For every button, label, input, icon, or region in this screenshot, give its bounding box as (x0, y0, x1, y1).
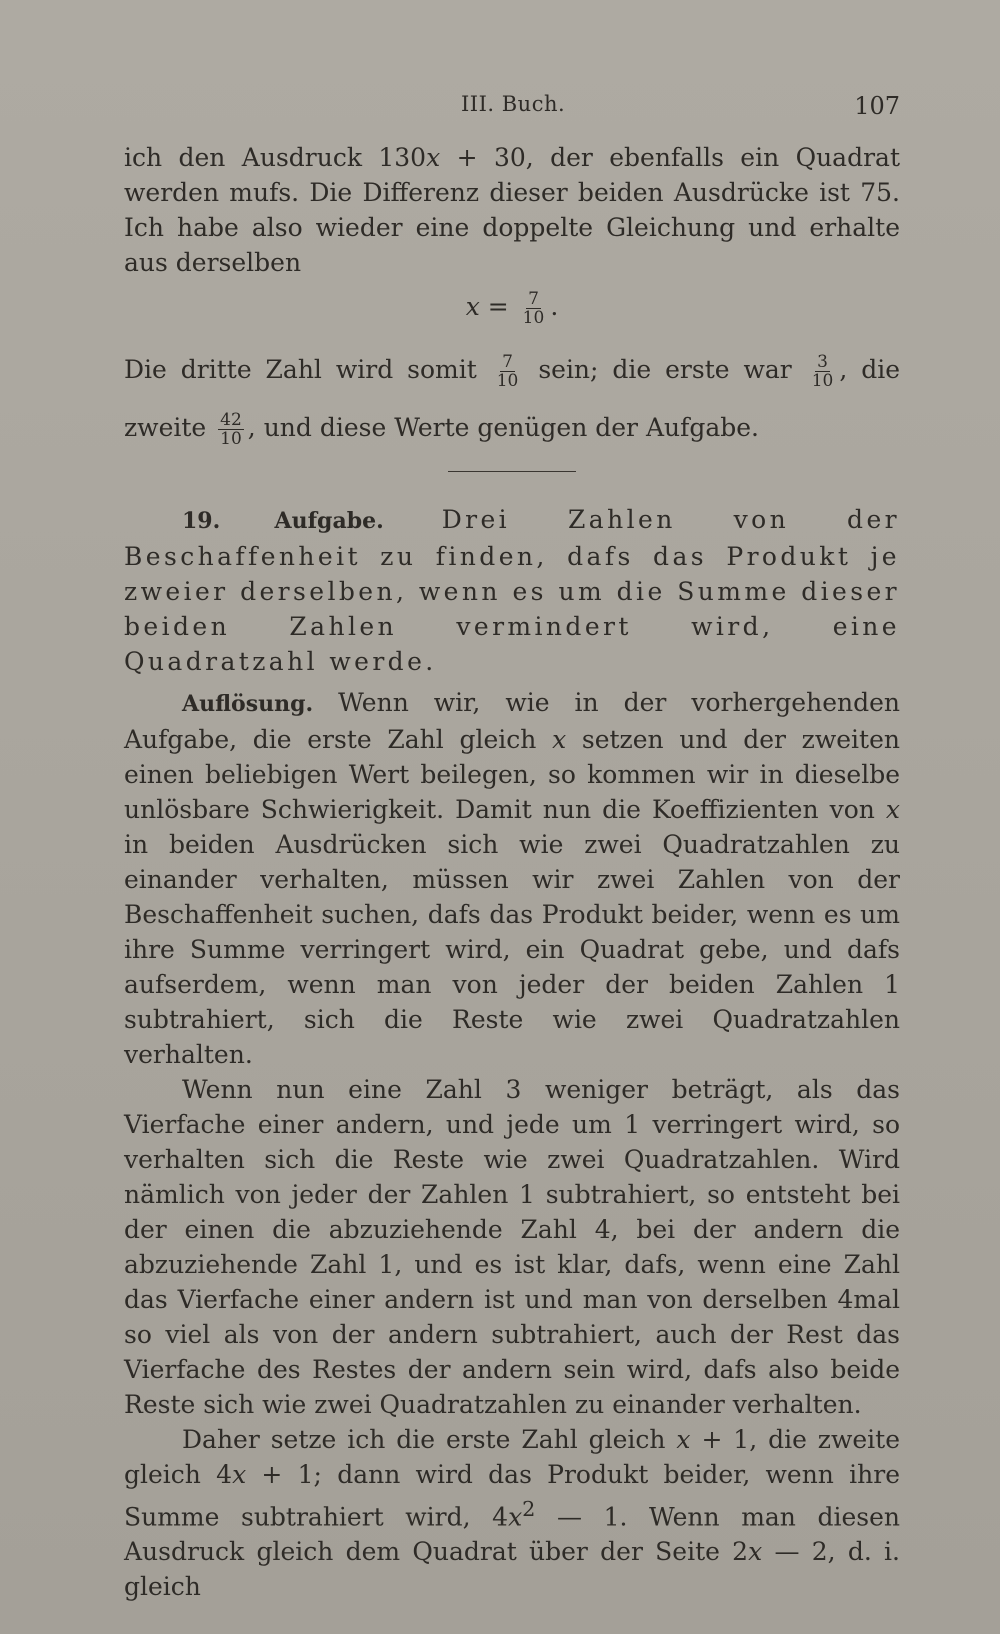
fraction: $\frac{3}{10}$ (811, 352, 834, 391)
fraction: $\frac{7}{10}$ (522, 289, 545, 328)
solution-label: Auflösung. (182, 691, 314, 717)
problem-statement: 19. Aufgabe. Drei Zahlen von der Beschaffenheit zu finden, dafs das Produkt je zweier derselben, wenn es um die Summe dieser beiden Zahlen vermindert wird, eine Quadratzahl werde. (124, 505, 901, 676)
page-header (124, 92, 900, 132)
equation-x: x = $\frac{7}{10}$ . (465, 289, 559, 328)
page-number: 107 (854, 92, 900, 120)
running-head: III. Buch. (461, 92, 566, 116)
problem-label: 19. Aufgabe. (182, 508, 384, 534)
paragraph-results: Die dritte Zahl wird somit $\frac{7}{10}$ sein; die erste war $\frac{3}{10}$ , die zweite $\frac{42}{10}$ , und diese Werte genügen der Aufgabe. (124, 352, 901, 449)
fraction: $\frac{42}{10}$ (220, 410, 242, 449)
section-divider (448, 471, 576, 472)
solution-paragraph: Auflösung. Wenn wir, wie in der vorhergehenden Aufgabe, die erste Zahl gleich x setzen und der zweiten einen beliebigen Wert beilegen, so kommen wir in dieselbe unlösbare Schwierigkeit. Damit nun die Koeffizienten von x in beiden Ausdrücken sich wie zwei Quadratzahlen zu einander verhalten, müssen wir zwei Zahlen von der Beschaffenheit suchen, dafs das Produkt beider, wenn es um ihre Summe verringert wird, ein Quadrat gebe, und dafs aufserdem, wenn man von jeder der beiden Zahlen 1 subtrahiert, sich die Reste wie zwei Quadratzahlen verhalten. (124, 688, 900, 1069)
paragraph-reasoning: Wenn nun eine Zahl 3 weniger beträgt, als das Vierfache einer andern, und jede um 1 verringert wird, so verhalten sich die Reste wie zwei Quadratzahlen. Wird nämlich von jeder der Zahlen 1 subtrahiert, so entsteht bei der einen die abzuziehende Zahl 4, bei der andern die abzuziehende Zahl 1, und es ist klar, dafs, wenn eine Zahl das Vierfache einer andern ist und man von derselben 4mal so viel als von der andern subtrahiert, auch der Rest das Vierfache des Restes der andern sein wird, dafs also beide Reste sich wie zwei Quadratzahlen zu einander verhalten. (124, 1075, 900, 1419)
paragraph-setup: Daher setze ich die erste Zahl gleich x + 1, die zweite gleich 4x + 1; dann wird das Produkt beider, wenn ihre Summe subtrahiert wird, $4x^2$ — 1. Wenn man diesen Ausdruck gleich dem Quadrat über der Seite 2x — 2, d. i. gleich (124, 1425, 900, 1602)
fraction: $\frac{7}{10}$ (496, 352, 519, 391)
paragraph-intro: ich den Ausdruck 130x + 30, der ebenfalls ein Quadrat werden mufs. Die Differenz dieser beiden Ausdrücke ist 75. Ich habe also wieder eine doppelte Gleichung und erhalte aus derselben (124, 143, 900, 277)
